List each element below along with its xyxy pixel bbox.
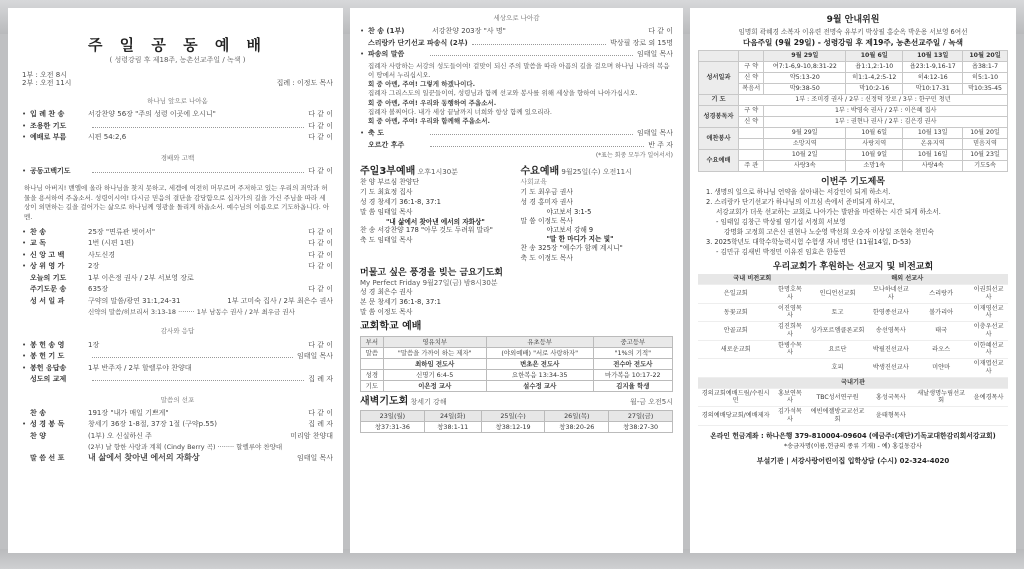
missions-title: 우리교회가 후원하는 선교지 및 비전교회 — [772, 262, 934, 273]
order-row: • 봉헌 응답송 1부 반주자 / 2부 할렐루야 찬양대 — [22, 363, 192, 372]
prayer-title: 이번주 기도제목 — [821, 176, 885, 187]
order-row: 찬 송 191장 "내가 매일 기쁘게" 다 같 이 — [30, 408, 333, 417]
dawn-prayer-table: 23일(월) 24일(화) 25일(수) 26일(목) 27일(금) 창37:31-36 창38:1-11 창38:12-19 창38:20-26 창38:27-30 — [360, 410, 673, 433]
church-school-table: 부서 영유치부 유초등부 중고등부 말씀 "말씀을 가까이 하는 제자" (야외예배) "서로 사랑하자" "1%의 기적" 최하임 전도사 변초은 전도사 전수아 전도사 성경 신명기 6:4-5 요한복음 13:34-35 마가복음 10:17-22 기도 이은정 교사 설수정 교사 김지율 학생 — [360, 336, 673, 392]
order-row: • 공동고백기도 다 같 이 — [22, 166, 333, 175]
time-1: 1부 : 오전 8시 — [22, 70, 67, 79]
standing-note: (*표는 회중 모두가 일어서서) — [595, 152, 673, 160]
order-row: • 성 경 봉 독 창세기 36장 1-8절, 37장 1절 (구약p.55) 집 례 자 — [22, 420, 333, 429]
bank-account: 온라인 헌금계좌 : 하나은행 379-810004-09604 (예금주:(재단)기독교대한감리회서강교회) — [710, 431, 996, 440]
section-head: 하나님 앞으로 나아옴 — [147, 97, 208, 105]
order-row: 찬 양 (1부) 오 신실하신 주 미리암 찬양대 — [30, 431, 333, 440]
leader: 집례 : 이정도 목사 — [276, 79, 333, 88]
panel-order-of-worship — [8, 8, 343, 553]
order-row: 성도의 교제 집 례 자 — [30, 375, 333, 384]
order-row: • 찬 송 (1부) 서강찬양 203장 "사 명" 다 같 이 — [360, 27, 673, 36]
confession-prayer: 하나님 아버지! 밴엘에 올라 하나님을 찾지 못하고, 세겜에 여전히 머무르며 주저하고 있는 우리의 죄악과 허물을 용서하여 주옵소서. 성령이시여! 다시금 믿음의 결단을 감당함으로 십자가의 길을 가신 주님을 따라 세상이 외면하는 길을 걸어가는 삶으로 하나님께 영광을 돌리게 하옵소서. 예수님의 이름으로 기도하옵니다. 아멘. — [24, 184, 330, 221]
bank-note: *송금자명(이름,헌금의 종류 기재) - 예) 홍길동감사 — [784, 443, 922, 451]
order-row-cont: (2부) 날 향한 사랑과 계획 (Cindy Berry 곡) ········ 할렐루야 찬양대 — [88, 443, 283, 452]
dawn-prayer: 새벽기도회 창세기 강해 월-금 오전5시 23일(월) 24일(화) 25일(수) 26일(목) 27일(금) 창37:31-36 창38:1-11 창38:12-19 창38:20-26 창38:27-30 — [360, 395, 673, 432]
order-row: • 입 례 찬 송 서강찬양 56장 "주의 성령 이곳에 오시니" 다 같 이 — [22, 110, 333, 119]
panel-services — [350, 8, 683, 553]
order-row: • 축 도 임태일 목사 — [360, 129, 673, 138]
church-school: 교회학교 예배 부서 영유치부 유초등부 중고등부 말씀 "말씀을 가까이 하는 제자" (야외예배) "서로 사랑하자" "1%의 기적" 최하임 전도사 변초은 전도사 전수아 전도사 성경 신명기 6:4-5 요한복음 13:34-35 마가복음 10:17-22 기도 이은정 교사 설수정 교사 김지율 학생 — [360, 321, 673, 392]
order-row: 스리랑카 단기선교 파송식 (2부) 박상필 장로 외 15명 — [368, 38, 673, 47]
order-row: • 봉 헌 송 영 1장 다 같 이 — [22, 340, 333, 349]
order-row: • 예배로 부름 시편 54:2,6 다 같 이 — [22, 133, 333, 142]
friday-prayer: 머물고 싶은 풍경을 빚는 금요기도회 My Perfect Friday 9월27일(금) 밤8시30분 성 경 최은수 권사 본 문 창세기 36:1-8, 37:1 말 씀 이정도 목사 — [360, 267, 503, 316]
section-head: 말씀의 선포 — [160, 395, 195, 404]
ushers-list: 임명희 곽혜경 소복자 이유련 전명숙 유부키 박상필 홍순옥 박운용 서보영 6여선 — [738, 28, 968, 37]
order-row: • 파송의 말씀 임태일 목사 — [360, 50, 673, 59]
section-head: 경배와 고백 — [160, 153, 195, 162]
order-row: • 신 앙 고 백 사도신경 다 같 이 — [22, 250, 333, 259]
missions-table: 국내 비전교회 해외 선교사 은일교회 한명호목사 인디언선교회 모나하네선교사 스리랑카 이권희선교사 동꽃교회 이진영목사 토고 한영종선교사 볼가리아 이재영선교사 안골교회 김진희목사 싱가포르엠클론교회 송선영목사 태국 이충우선교사 새로운교회 한병수목사 요르단 박필진선교사 라오스 이한혜선교사 호피 박생진선교사 미얀마 이재엽선교사 국내기관 경의교회예배드림/수원시민 홍보연목사 TBC성서연구원 홍성국목사 새날생명누림선교회 윤예경목사 경의예배당교회/예배제자 김가석목사 에빈에젤방교교선교회 윤태형목사 — [698, 274, 1008, 426]
section-head: 세상으로 나아감 — [493, 14, 540, 22]
order-row: • 조용한 기도 다 같 이 — [22, 121, 333, 130]
order-row: 오늘의 기도 1부 이은정 권사 / 2부 서보영 장로 — [30, 273, 194, 282]
third-service: 주일3부예배 오후1시30분 찬 양 부르심 찬양단 기 도 최효정 집사 성 경 창세기 36:1-8, 37:1 말 씀 임태일 목사 "내 삶에서 찾아낸 에서의 자화상" 찬 송 서강찬양 178 "아무 것도 두려워 말라" 축 도 임태일 목사 — [360, 165, 493, 245]
ushers-title: 9월 안내위원 — [826, 15, 880, 25]
duty-table: 9월 29일 10월 6일 10월 13일 10월 20일 성서일과 구 약 여7:1-6,9-10,8:31-22 욥1:1,2:1-10 욥23:1-9,16-17 욥38:1-7 신 약 약5:13-20 히1:1-4,2:5-12 히4:12-16 히5:1-10 복음서 막9:38-50 막10:2-16 막10:17-31 막10:35-45 기 도 1부 : 조미경 권사 / 2부 : 신정덕 장로 / 3부 : 한구민 청년 성경봉독자 구 약 1부 : 박영숙 권사 / 2부 : 이은혜 집사 신 약 1부 : 권현나 권사 / 2부 : 김은경 권사 애찬봉사 9월 29일 10월 6일 10월 13일 10월 20일 소망지역 사랑지역 온유지역 믿음지역 수요예배 10월 2일 10월 9일 10월 16일 10월 23일 주 관 사랑3속 소망1속 사랑4속 기도5속 — [698, 50, 1008, 172]
order-row: 말 씀 선 포 내 삶에서 찾아낸 에서의 자화상 임태일 목사 — [30, 453, 333, 463]
time-2: 2부 : 오전 11시 — [22, 79, 72, 88]
order-row: • 상 위 영 가 2장 다 같 이 — [22, 262, 333, 271]
affiliated-agency: 부설기관 | 서강사랑어린이집 입학상담 (수시) 02-324-4020 — [756, 456, 950, 465]
order-row: • 교 독 1번 (시편 1편) 다 같 이 — [22, 239, 333, 248]
section-head: 감사와 응답 — [160, 327, 195, 336]
order-row: 오르간 후주 반 주 자 — [368, 140, 673, 149]
panel-announcements — [690, 8, 1016, 553]
order-row: • 찬 송 25장 "면류관 벗어서" 다 같 이 — [22, 227, 333, 236]
order-row-cont: 신약의 말씀/히브리서 3:13-18 ········ 1부 남동수 권사 / 2부 최우금 권사 — [88, 308, 295, 317]
order-row: 주기도문 송 635장 다 같 이 — [30, 285, 333, 294]
services-columns — [360, 166, 673, 264]
order-row: 성 서 일 과 구약의 말씀/광연 31:1,24-31 1부 고미숙 집사 / 2부 최은수 권사 — [30, 296, 333, 305]
page-title: 주 일 공 동 예 배 — [87, 36, 268, 54]
prayer-list: 1. 생명의 일으로 하나님 언약을 살아내는 서강인이 되게 하소서. 2. 스리랑카 단기선교가 하나님의 이끄심 속에서 준비되게 하시고, 서강교회가 더욱 선교하는 교회로 나아가는 발판을 마련하는 시간 되게 하소서. - 임태일 김창근 박상필 염기섭 서정희 서보영 강명화 고정희 고은신 권현나 노순영 박선희 오승자 이상일 조현숙 천민숙 3. 2025학년도 대학수학능력시험 수험생 자녀 명단 (11월14일, D-53) - 김민규 김새빈 박정민 이유진 임효은 한동연 — [706, 188, 941, 256]
call-response: 집례자 사랑하는 서강의 성도들이여! 겉맞이 되신 주의 말씀을 따라 아픔의 길을 걸으며 하나님 나라의 복음 이 땅에서 누리십시오. 회 중 아멘, 주여! 그렇게 하겠나이다. 집례자 그리스도의 일꾼들이여, 성령님과 함께 선교와 봉사를 위해 세상을 향하여 나아가십시오. 회 중 아멘, 주여! 우리와 동행하여 주옵소서. 집례자 볼찌어다. 내가 세상 끝날까지 너희와 항상 함께 있으리라. 회 중 아멘, 주여! 우리와 함께해 주옵소서. — [368, 61, 670, 125]
next-sunday: 다음주일 (9월 29일) - 성령강림 후 제19주, 농촌선교주일 / 녹색 — [742, 38, 963, 48]
time-row — [22, 71, 333, 89]
order-row: • 봉 헌 기 도 임태일 목사 — [22, 352, 333, 361]
subtitle: ( 성령강림 후 제18주, 농촌선교주일 / 녹색 ) — [109, 55, 246, 64]
wednesday-service: 수요예배 9월25일(수) 오전11시 사회교육 기 도 최우금 권사 성 경 홍미자 권사 야고보서 3:1-5 말 씀 이정도 목사 야고보서 강해 9 "말 한 마디가 지는 빛" 찬 송 325장 "예수가 함께 계시니" 축 도 이정도 목사 — [520, 165, 632, 263]
